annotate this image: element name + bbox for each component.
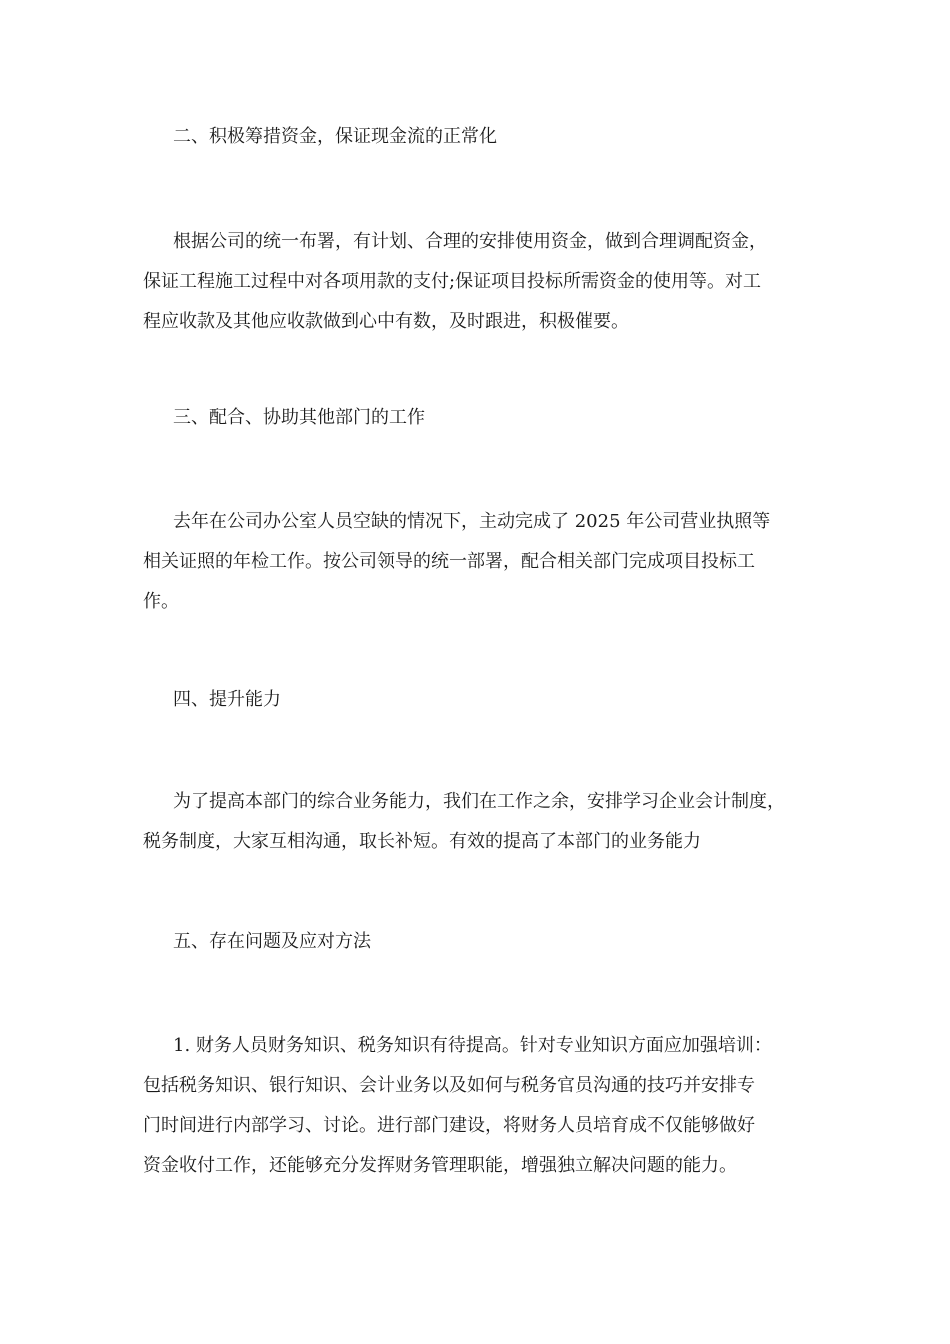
text-line: 保证工程施工过程中对各项用款的支付;保证项目投标所需资金的使用等。对工 bbox=[143, 271, 762, 292]
section-body-5 bbox=[143, 1026, 823, 1186]
text-line: 税务制度，大家互相沟通，取长补短。有效的提高了本部门的业务能力 bbox=[143, 831, 701, 852]
text-line: 为了提高本部门的综合业务能力，我们在工作之余，安排学习企业会计制度， bbox=[173, 791, 785, 812]
section-body-2 bbox=[143, 222, 823, 342]
text-line: 资金收付工作，还能够充分发挥财务管理职能，增强独立解决问题的能力。 bbox=[143, 1155, 737, 1176]
text-line: 程应收款及其他应收款做到心中有数，及时跟进，积极催要。 bbox=[143, 311, 629, 332]
section-heading-2: 二、积极筹措资金，保证现金流的正常化 bbox=[173, 126, 497, 147]
text-line: 门时间进行内部学习、讨论。进行部门建设，将财务人员培育成不仅能够做好 bbox=[143, 1115, 755, 1136]
section-body-3 bbox=[143, 502, 823, 622]
text-line: 包括税务知识、银行知识、会计业务以及如何与税务官员沟通的技巧并安排专 bbox=[143, 1075, 755, 1096]
section-heading-3: 三、配合、协助其他部门的工作 bbox=[173, 407, 425, 428]
section-body-4 bbox=[143, 782, 823, 862]
text-line: 根据公司的统一布署，有计划、合理的安排使用资金，做到合理调配资金， bbox=[173, 231, 767, 252]
section-heading-4: 四、提升能力 bbox=[173, 689, 281, 710]
section-heading-5: 五、存在问题及应对方法 bbox=[173, 931, 371, 952]
text-line: 相关证照的年检工作。按公司领导的统一部署，配合相关部门完成项目投标工 bbox=[143, 551, 755, 572]
text-line: 去年在公司办公室人员空缺的情况下，主动完成了 2025 年公司营业执照等 bbox=[173, 511, 771, 532]
text-line: 作。 bbox=[143, 591, 179, 612]
text-line: 1. 财务人员财务知识、税务知识有待提高。针对专业知识方面应加强培训： bbox=[173, 1035, 772, 1056]
